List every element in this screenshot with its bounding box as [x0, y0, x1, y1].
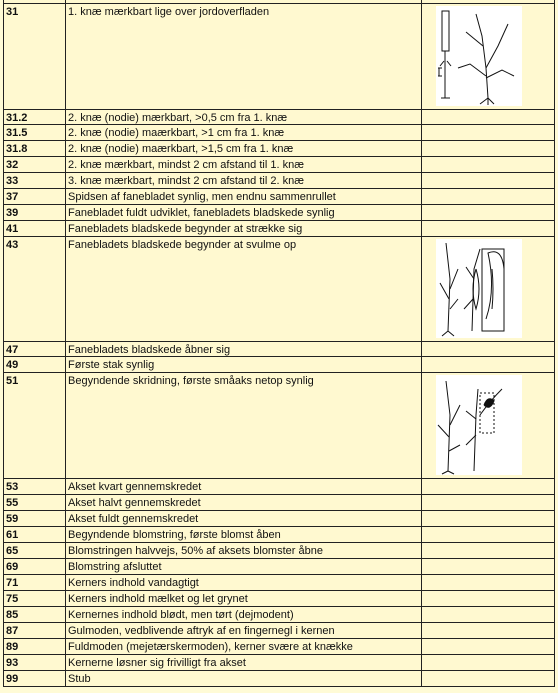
plant-heading-illustration: [436, 375, 522, 475]
stage-description-cell: [65, 639, 421, 654]
table-row: [3, 575, 555, 591]
stage-code: 37: [6, 191, 19, 203]
stage-code: 99: [6, 673, 19, 685]
table-row: [3, 342, 555, 357]
illustration-cell: [421, 495, 554, 510]
stage-code-cell: [4, 607, 65, 622]
stage-description: Begyndende blomstring, første blomst åben: [68, 529, 281, 541]
stage-code: 51: [6, 375, 19, 387]
stage-description-cell: [65, 527, 421, 542]
table-row: [3, 4, 555, 110]
stage-code: 75: [6, 593, 19, 605]
stage-code-cell: [4, 543, 65, 558]
stage-code-cell: [4, 4, 65, 109]
illustration-cell: [421, 173, 554, 188]
stage-description: Første stak synlig: [68, 359, 155, 371]
stage-code-cell: [4, 189, 65, 204]
stage-description-cell: [65, 623, 421, 638]
stage-description-cell: [65, 543, 421, 558]
stage-description-cell: [65, 221, 421, 236]
stage-code: 53: [6, 481, 19, 493]
stage-code: 89: [6, 641, 19, 653]
stage-code-cell: [4, 141, 65, 156]
stage-description: Akset halvt gennemskredet: [68, 497, 201, 509]
stage-description-cell: [65, 173, 421, 188]
stage-code: 87: [6, 625, 19, 637]
illustration-cell: [421, 527, 554, 542]
stage-description-cell: [65, 157, 421, 172]
stage-code-cell: [4, 237, 65, 341]
stage-description: 3. knæ mærkbart, mindst 2 cm afstand til 2. knæ: [68, 175, 304, 187]
stage-code-cell: [4, 157, 65, 172]
stage-code-cell: [4, 342, 65, 356]
stage-description: Stub: [68, 673, 91, 685]
stage-code-cell: [4, 639, 65, 654]
stage-code-cell: [4, 559, 65, 574]
illustration-cell: [421, 342, 554, 356]
stage-code-cell: [4, 357, 65, 372]
stage-description: Begyndende skridning, første småaks netop synlig: [68, 375, 314, 387]
stage-description-cell: [65, 342, 421, 356]
stage-code-cell: [4, 671, 65, 686]
stage-description-cell: [65, 671, 421, 686]
stage-description-cell: [65, 189, 421, 204]
stage-description-cell: [65, 357, 421, 372]
table-row: [3, 607, 555, 623]
stage-description-cell: [65, 237, 421, 341]
stage-code: 69: [6, 561, 19, 573]
stage-description: Spidsen af fanebladet synlig, men endnu sammenrullet: [68, 191, 336, 203]
illustration-cell: [421, 591, 554, 606]
table-row: [3, 671, 555, 687]
stage-code: 61: [6, 529, 19, 541]
stage-code: 47: [6, 344, 19, 356]
illustration-cell: [421, 623, 554, 638]
stage-code-cell: [4, 373, 65, 478]
stage-description-cell: [65, 495, 421, 510]
stage-code-cell: [4, 205, 65, 220]
stage-description-cell: [65, 511, 421, 526]
table-row: [3, 189, 555, 205]
stage-code: 31.8: [6, 143, 28, 155]
illustration-cell: [421, 511, 554, 526]
stage-description-cell: [65, 655, 421, 670]
stage-description-cell: [65, 559, 421, 574]
stage-description-cell: [65, 110, 421, 124]
stage-code-cell: [4, 591, 65, 606]
table-row: [3, 495, 555, 511]
illustration-cell: [421, 189, 554, 204]
stage-code: 41: [6, 223, 19, 235]
illustration-cell: [421, 125, 554, 140]
stage-code-cell: [4, 623, 65, 638]
illustration-cell: [421, 205, 554, 220]
stage-code: 71: [6, 577, 19, 589]
stage-description: Fanebladets bladskede begynder at strække sig: [68, 223, 303, 235]
stage-code: 49: [6, 359, 19, 371]
stage-code-cell: [4, 110, 65, 124]
stage-description: 2. knæ (nodie) maærkbart, >1,5 cm fra 1. knæ: [68, 143, 294, 155]
table-row: [3, 527, 555, 543]
table-row: [3, 157, 555, 173]
stage-code: 93: [6, 657, 19, 669]
illustration-cell: [421, 357, 554, 372]
stage-description-cell: [65, 141, 421, 156]
stage-description: Kerners indhold mælket og let grynet: [68, 593, 248, 605]
illustration-cell: [421, 110, 554, 124]
table-row: [3, 623, 555, 639]
stage-code-cell: [4, 655, 65, 670]
stage-code-cell: [4, 479, 65, 494]
table-row: [3, 543, 555, 559]
stage-description: Akset fuldt gennemskredet: [68, 513, 199, 525]
table-row: [3, 511, 555, 527]
stage-description-cell: [65, 591, 421, 606]
stage-description: 2. knæ (nodie) mærkbart, >0,5 cm fra 1. knæ: [68, 112, 288, 124]
stage-code-cell: [4, 0, 65, 3]
stage-description: Fanebladets bladskede begynder at svulme op: [68, 239, 297, 251]
stage-code-cell: [4, 125, 65, 140]
stage-code: 59: [6, 513, 19, 525]
stage-description: Fuldmoden (mejetærskermoden), kerner svære at knække: [68, 641, 353, 653]
table-row: [3, 591, 555, 607]
table-row: [3, 655, 555, 671]
illustration-cell: [421, 543, 554, 558]
stage-description-cell: [65, 607, 421, 622]
stage-description: Kerners indhold vandagtigt: [68, 577, 199, 589]
table-row: [3, 357, 555, 373]
illustration-cell: [421, 4, 554, 109]
stage-code: 31: [6, 6, 19, 18]
stage-code: 65: [6, 545, 19, 557]
stage-code-cell: [4, 575, 65, 590]
illustration-cell: [421, 141, 554, 156]
stage-description-cell: [65, 0, 421, 3]
stage-code-cell: [4, 527, 65, 542]
stage-code: 85: [6, 609, 19, 621]
illustration-cell: [421, 237, 554, 341]
stage-description-cell: [65, 205, 421, 220]
plant-first-node-illustration: [436, 6, 522, 106]
illustration-cell: [421, 639, 554, 654]
stage-code: 33: [6, 175, 19, 187]
table-row: [3, 125, 555, 141]
stage-description-cell: [65, 125, 421, 140]
stage-code: 39: [6, 207, 19, 219]
stage-description: Fanebladet fuldt udviklet, fanebladets bladskede synlig: [68, 207, 335, 219]
table-row: [3, 221, 555, 237]
stage-description: 1. knæ mærkbart lige over jordoverfladen: [68, 6, 270, 18]
stage-description: Kernernes indhold blødt, men tørt (dejmodent): [68, 609, 294, 621]
table-row: [3, 479, 555, 495]
illustration-cell: [421, 373, 554, 478]
stage-description: Gulmoden, vedblivende aftryk af en fingernegl i kernen: [68, 625, 335, 637]
illustration-cell: [421, 607, 554, 622]
stage-description: Blomstring afsluttet: [68, 561, 162, 573]
stage-code-cell: [4, 511, 65, 526]
stage-description-cell: [65, 575, 421, 590]
illustration-cell: [421, 479, 554, 494]
illustration-cell: [421, 671, 554, 686]
stage-code: 43: [6, 239, 19, 251]
stage-description: 2. knæ (nodie) maærkbart, >1 cm fra 1. knæ: [68, 127, 285, 139]
stage-description: Akset kvart gennemskredet: [68, 481, 202, 493]
stage-description-cell: [65, 479, 421, 494]
illustration-cell: [421, 221, 554, 236]
stage-code: 32: [6, 159, 19, 171]
table-row: [3, 639, 555, 655]
stage-description: Blomstringen halvvejs, 50% af aksets blomster åbne: [68, 545, 323, 557]
stage-description-cell: [65, 4, 421, 109]
table-row: [3, 373, 555, 479]
illustration-cell: [421, 157, 554, 172]
stage-code-cell: [4, 173, 65, 188]
stage-code-cell: [4, 495, 65, 510]
table-row: [3, 110, 555, 125]
stage-code: 31.5: [6, 127, 28, 139]
illustration-cell: [421, 0, 554, 3]
stage-code-cell: [4, 221, 65, 236]
stage-description-cell: [65, 373, 421, 478]
table-row: [3, 559, 555, 575]
table-row: [3, 141, 555, 157]
stage-code: 55: [6, 497, 19, 509]
table-row: [3, 237, 555, 342]
illustration-cell: [421, 575, 554, 590]
plant-swelling-sheath-illustration: [436, 239, 522, 338]
stage-description: 2. knæ mærkbart, mindst 2 cm afstand til 1. knæ: [68, 159, 304, 171]
table-row: [3, 173, 555, 189]
stage-description: Fanebladets bladskede åbner sig: [68, 344, 231, 356]
stage-description: Kernerne løsner sig frivilligt fra akset: [68, 657, 246, 669]
table-row: [3, 205, 555, 221]
stage-code: 31.2: [6, 112, 28, 124]
illustration-cell: [421, 559, 554, 574]
illustration-cell: [421, 655, 554, 670]
